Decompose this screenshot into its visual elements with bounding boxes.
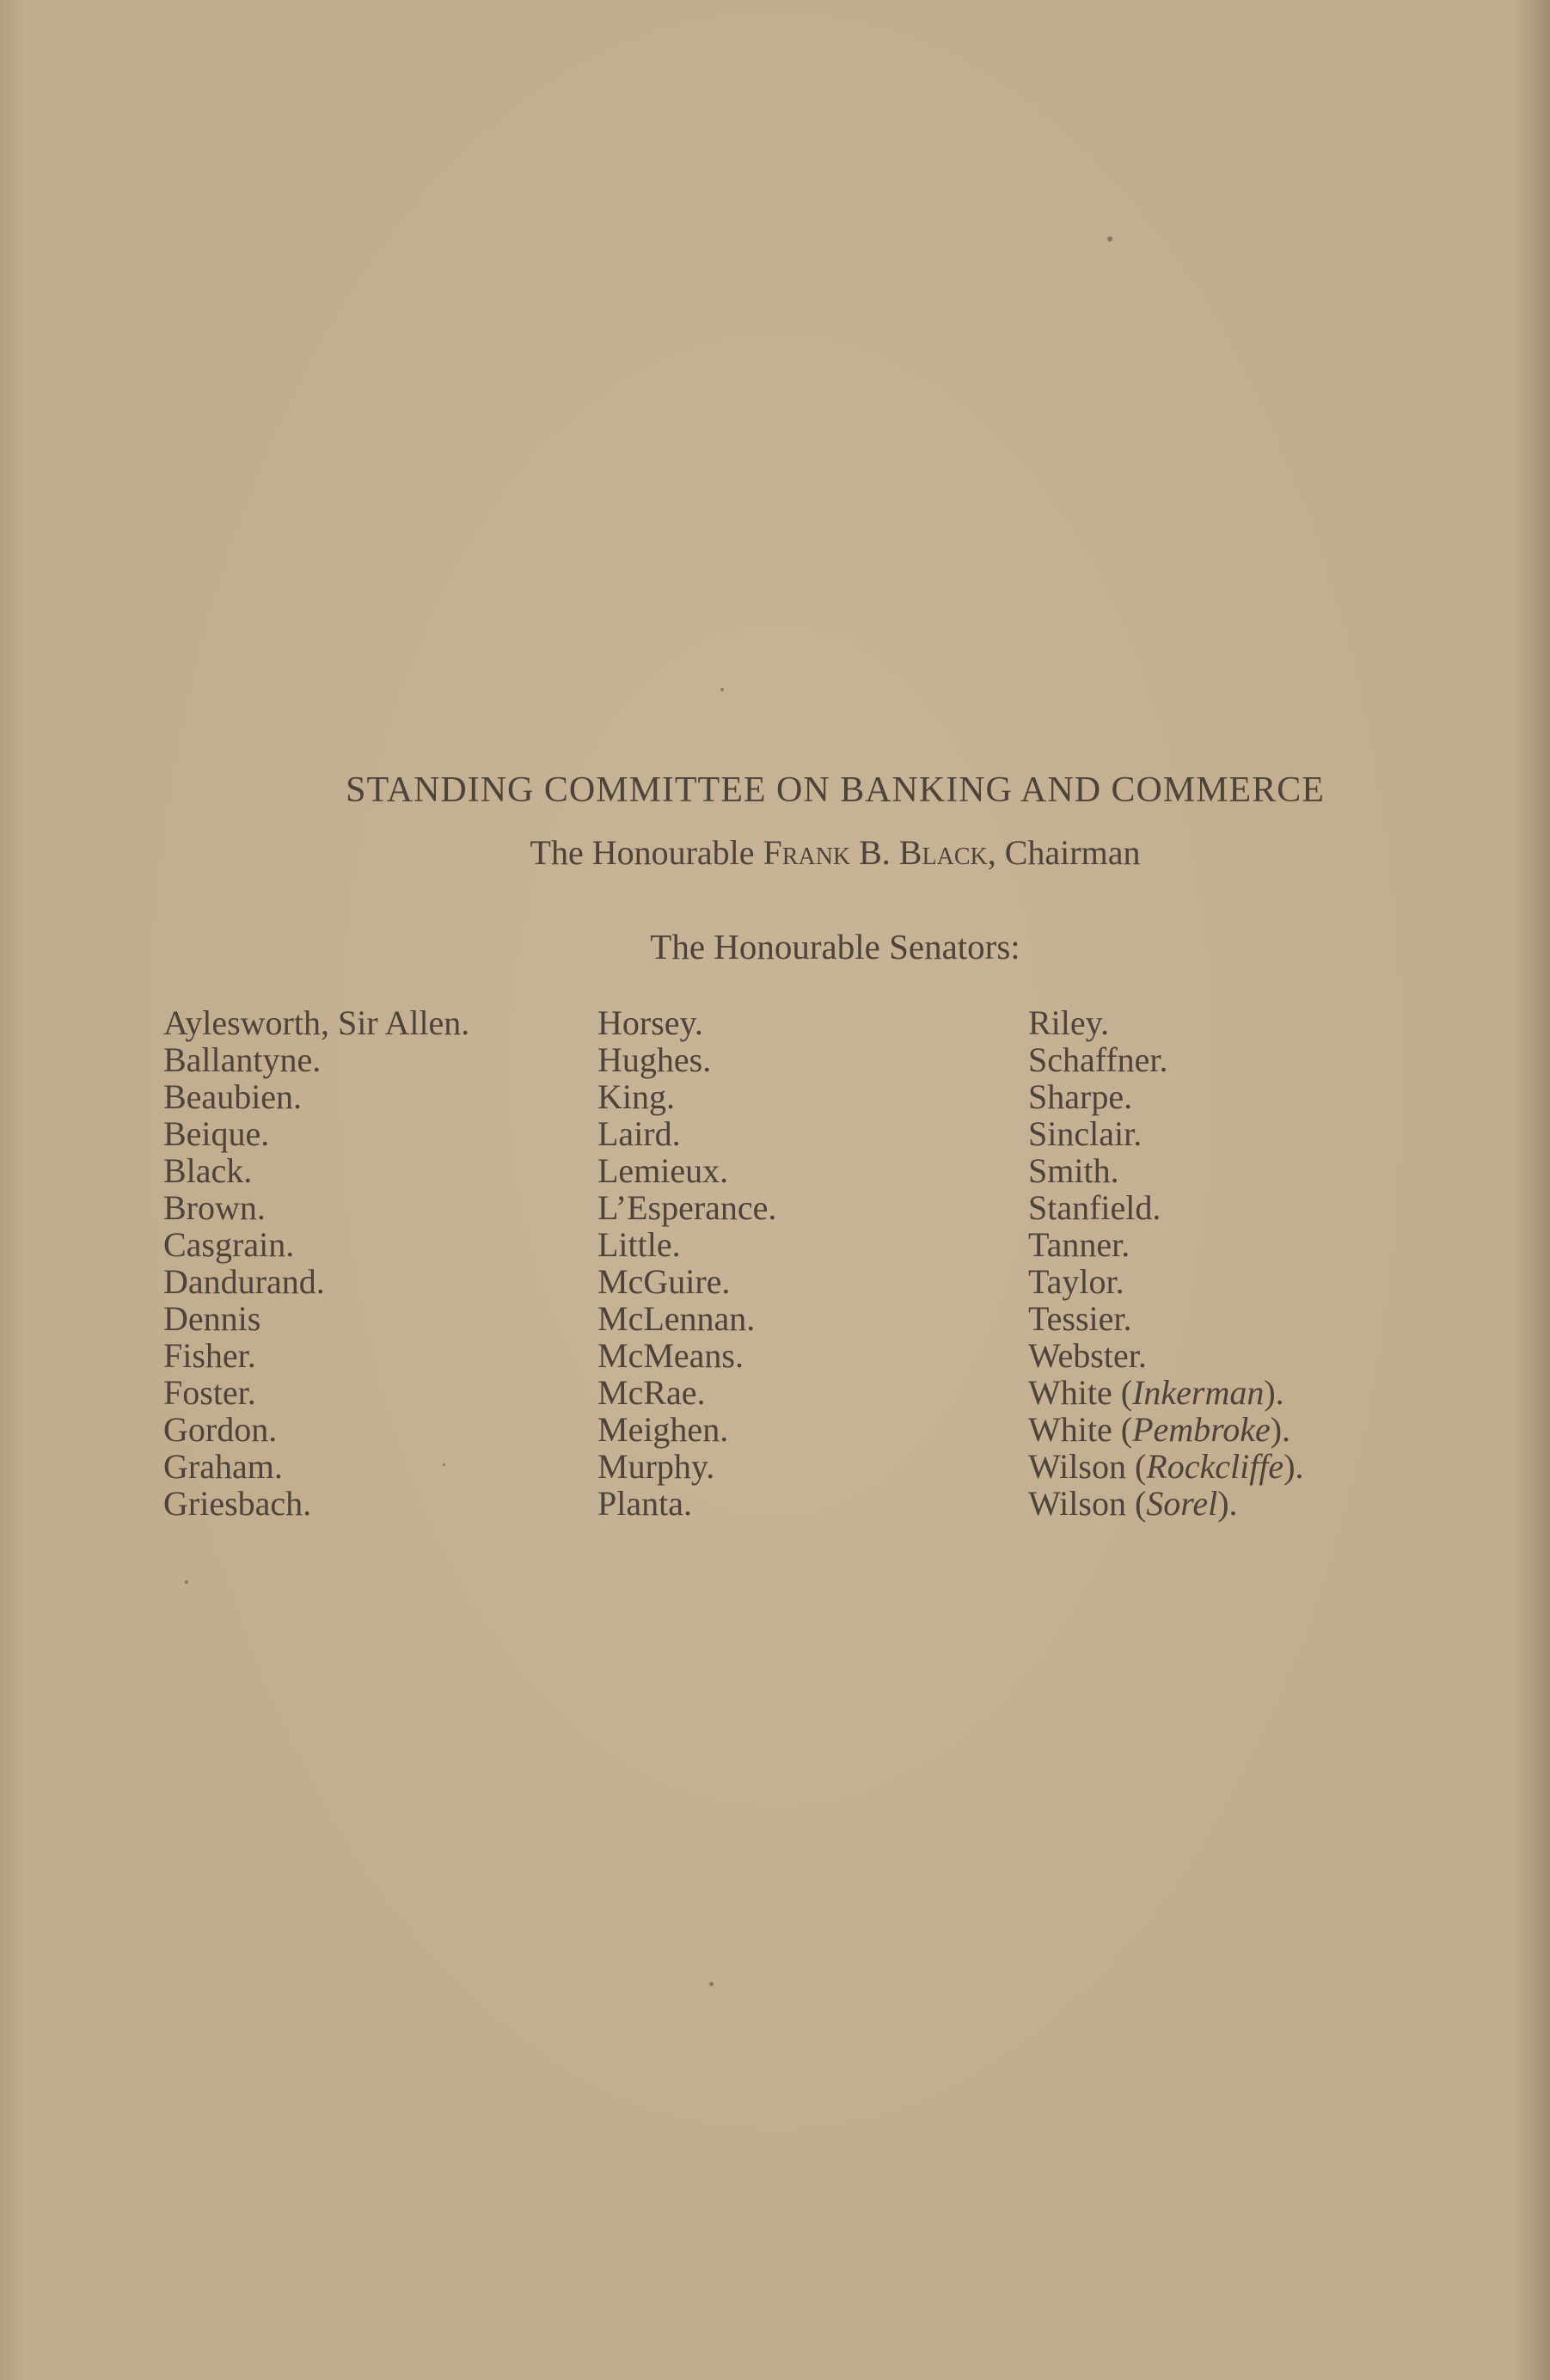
senator-name-qualified: Wilson (Sorel). — [1028, 1484, 1238, 1523]
senator-name: Horsey. — [597, 1003, 703, 1042]
senator-name: Tessier. — [1028, 1299, 1132, 1338]
senator-place: Pembroke — [1132, 1410, 1271, 1449]
senator-name: L’Esperance. — [597, 1188, 777, 1227]
senator-name: Tanner. — [1028, 1225, 1130, 1264]
senator-name: McRae. — [597, 1373, 706, 1412]
senator-name-qualified: White (Inkerman). — [1028, 1373, 1284, 1412]
paper-speck — [1107, 236, 1112, 242]
paper-speck — [709, 1982, 714, 1986]
senator-name: Murphy. — [597, 1447, 715, 1486]
senator-name: Brown. — [163, 1188, 266, 1227]
senator-name: Lemieux. — [597, 1151, 729, 1190]
senator-name: McLennan. — [597, 1299, 756, 1338]
senator-name: Schaffner. — [1028, 1040, 1168, 1079]
senator-place: Sorel — [1146, 1484, 1218, 1523]
senator-name: Smith. — [1028, 1151, 1119, 1190]
senator-surname: Wilson — [1028, 1447, 1126, 1486]
senator-name: Foster. — [163, 1373, 256, 1412]
senator-surname: White — [1028, 1373, 1112, 1412]
senator-name: Stanfield. — [1028, 1188, 1161, 1227]
senator-surname: Wilson — [1028, 1484, 1126, 1523]
senator-column-2 — [597, 1004, 776, 1522]
senator-name: Graham. — [163, 1447, 283, 1486]
senator-name: Beique. — [163, 1114, 270, 1153]
senator-name: Planta. — [597, 1484, 692, 1523]
chairman-prefix: The Honourable — [530, 833, 763, 872]
senator-name: Dandurand. — [163, 1262, 325, 1301]
senator-place: Inkerman — [1132, 1373, 1265, 1412]
senator-name: McMeans. — [597, 1336, 744, 1375]
senator-name-qualified: White (Pembroke). — [1028, 1410, 1291, 1449]
senator-name: Taylor. — [1028, 1262, 1124, 1301]
senator-name: Gordon. — [163, 1410, 278, 1449]
chairman-name: Frank B. Black — [763, 833, 988, 872]
senator-name: Ballantyne. — [163, 1040, 322, 1079]
senator-name: McGuire. — [597, 1262, 731, 1301]
senators-label: The Honourable Senators: — [650, 927, 1020, 966]
senator-name: Laird. — [597, 1114, 681, 1153]
senator-name: Little. — [597, 1225, 681, 1264]
senator-name: Riley. — [1028, 1003, 1110, 1042]
senator-surname: White — [1028, 1410, 1112, 1449]
paper-speck — [185, 1580, 188, 1584]
senator-name: Aylesworth, Sir Allen. — [163, 1003, 470, 1042]
senator-name: Hughes. — [597, 1040, 712, 1079]
senator-column-3 — [1028, 1004, 1304, 1522]
chairman-line — [0, 832, 1550, 873]
senator-name: Fisher. — [163, 1336, 256, 1375]
senator-name: Meighen. — [597, 1410, 729, 1449]
chairman-suffix: , Chairman — [987, 833, 1141, 872]
senator-name: King. — [597, 1077, 675, 1116]
senator-place: Rockcliffe — [1146, 1447, 1284, 1486]
senator-name-qualified: Wilson (Rockcliffe). — [1028, 1447, 1304, 1486]
senator-name: Black. — [163, 1151, 253, 1190]
senator-name: Beaubien. — [163, 1077, 303, 1116]
senator-column-1 — [163, 1004, 469, 1522]
senator-name: Sharpe. — [1028, 1077, 1133, 1116]
senator-name: Griesbach. — [163, 1484, 312, 1523]
senator-name: Casgrain. — [163, 1225, 295, 1264]
senator-name: Webster. — [1028, 1336, 1147, 1375]
committee-heading: STANDING COMMITTEE ON BANKING AND COMMERCE — [346, 770, 1325, 810]
paper-speck — [720, 688, 724, 691]
senator-name: Dennis — [163, 1299, 261, 1338]
paper-speck — [443, 1463, 445, 1466]
senator-name: Sinclair. — [1028, 1114, 1143, 1153]
